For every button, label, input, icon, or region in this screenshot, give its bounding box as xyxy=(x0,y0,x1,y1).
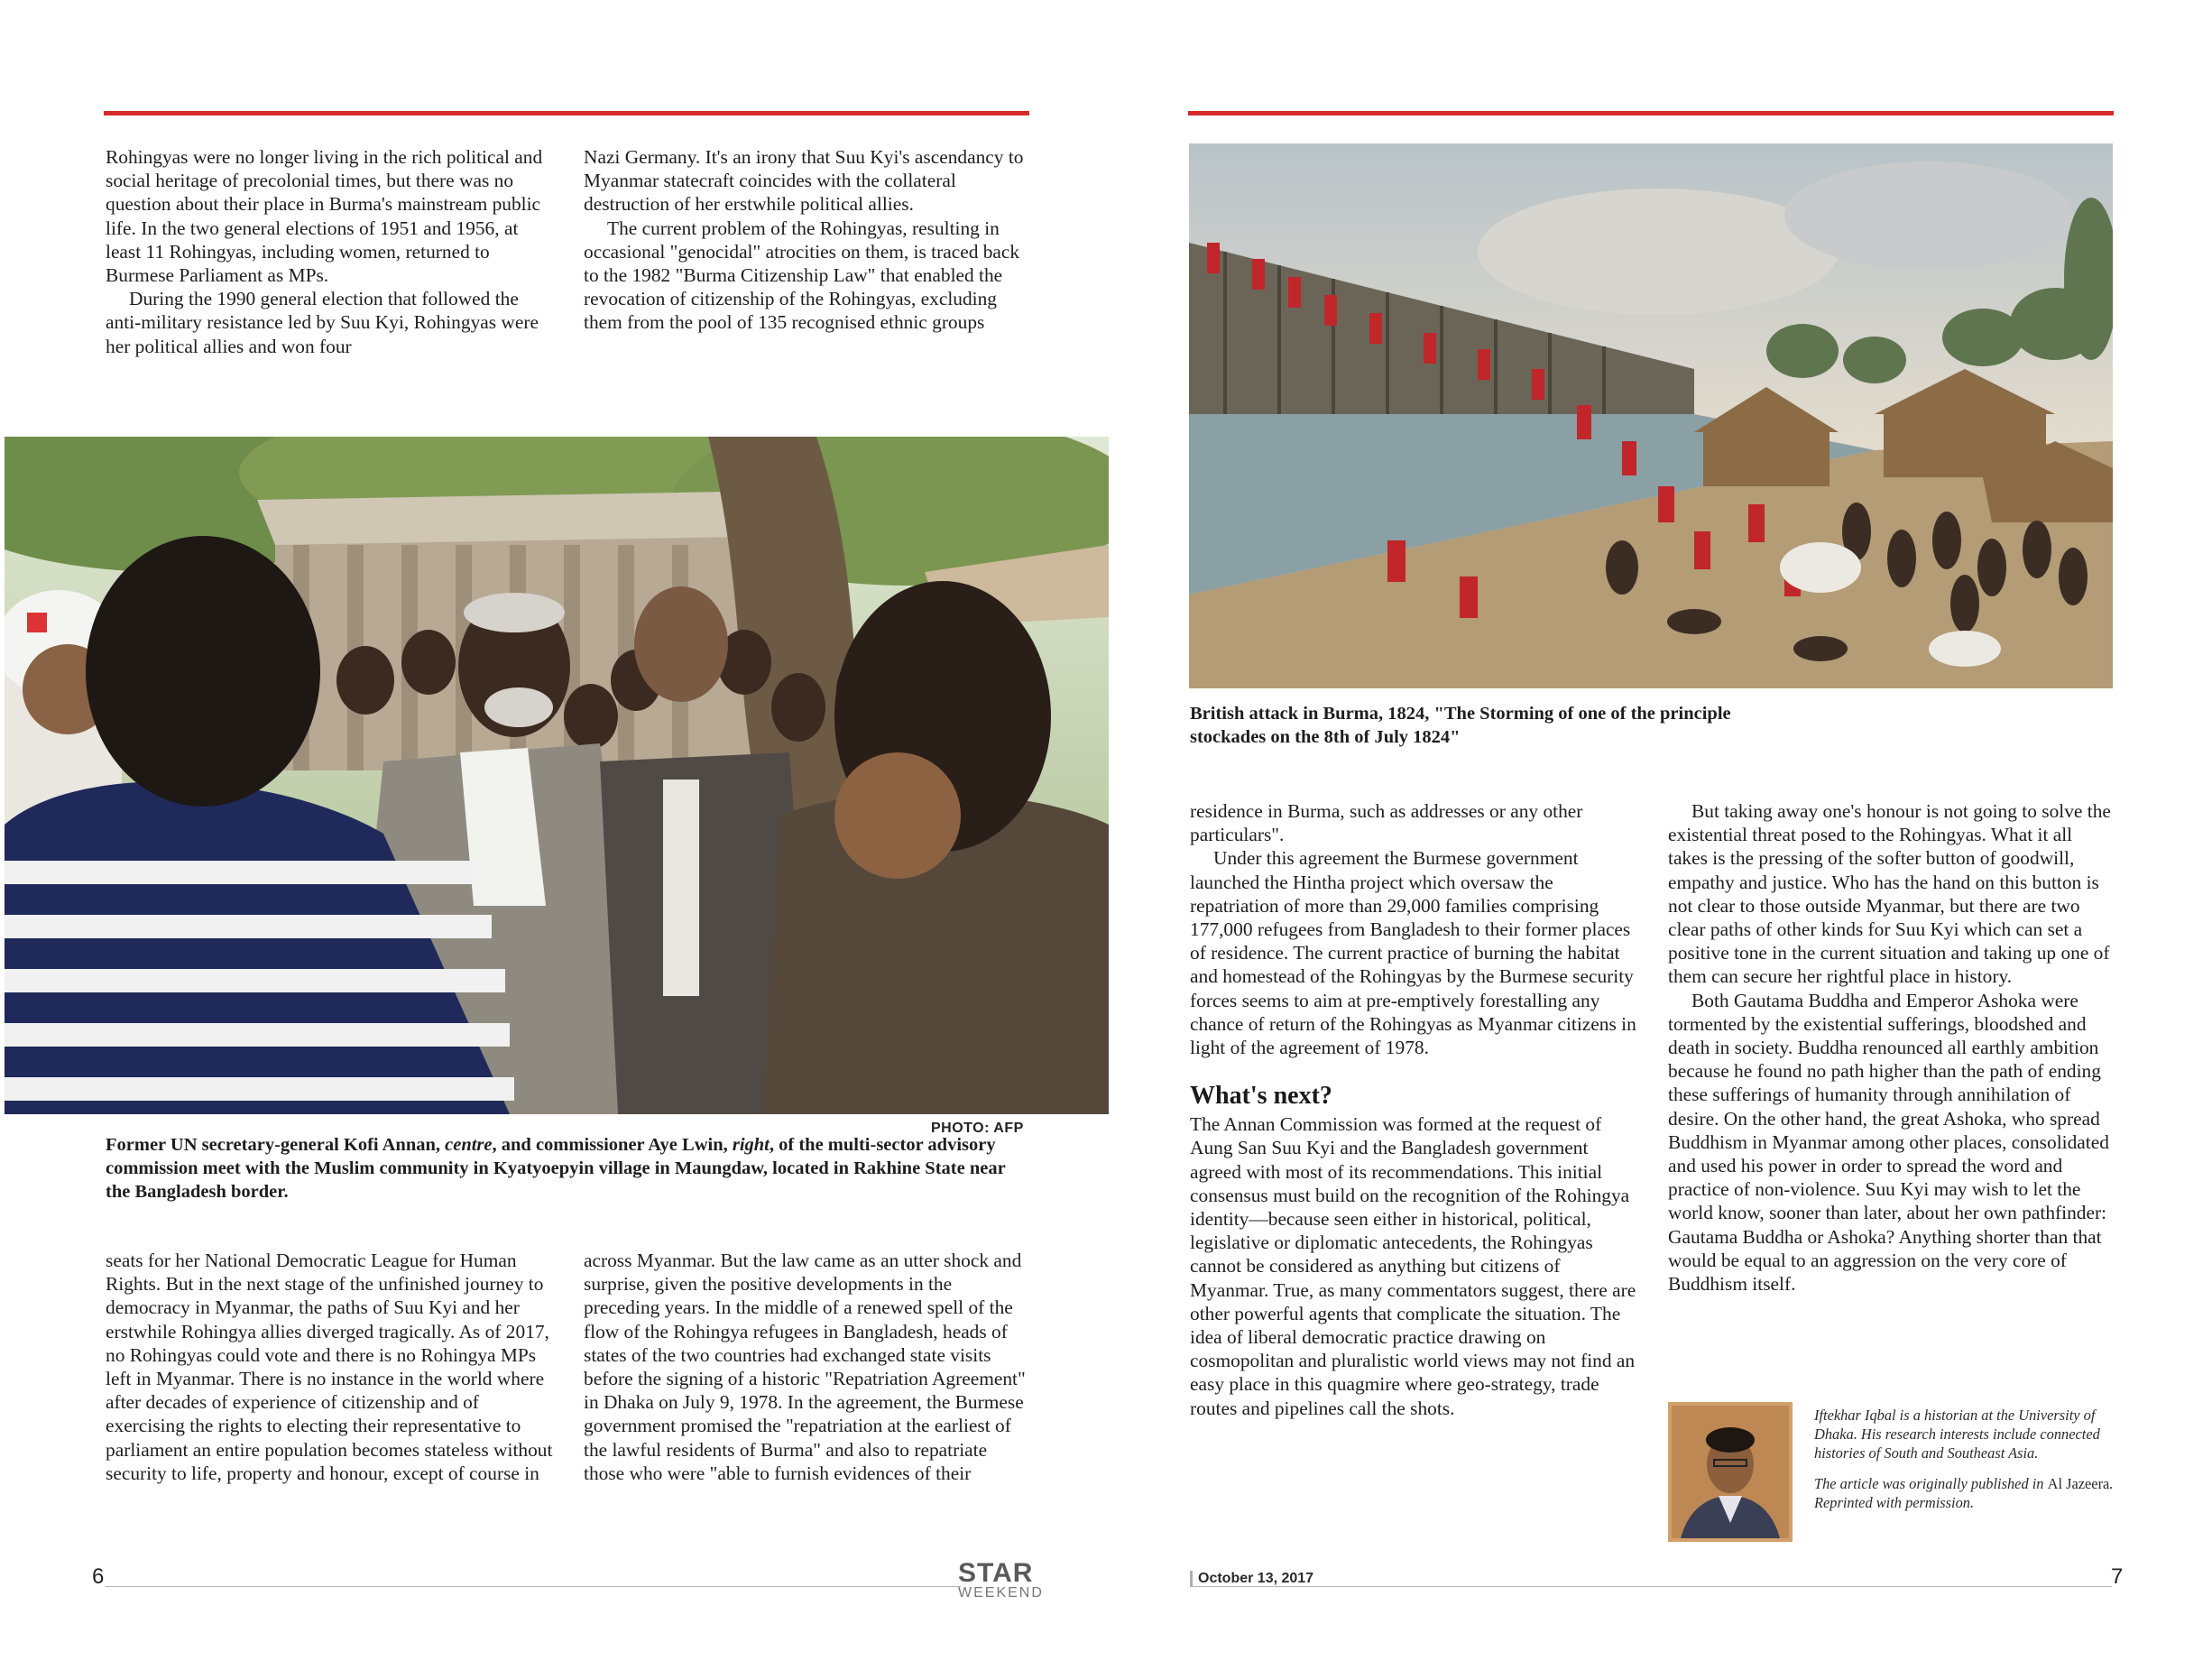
paragraph: During the 1990 general election that followed the anti-military resistance led by Suu Kyi, Rohingyas were her political allies and won four xyxy=(106,288,539,357)
photo-credit: PHOTO: AFP xyxy=(931,1121,1024,1136)
logo-star: STAR xyxy=(958,1558,1034,1588)
paragraph: residence in Burma, such as addresses or any other particulars". xyxy=(1190,800,1583,846)
page-number-right: 7 xyxy=(2111,1564,2124,1589)
paragraph: But taking away one's honour is not going to solve the existential threat posed to the Rohingyas. What it all takes is the pressing of the softer button of goodwill, empathy and justice. Who has the hand on this button is not clear to those outside Myanmar, but there are two clear paths of other kinds for Suu Kyi which can set a positive tone in the current situation and taking up one of them can secure her rightful place in history. xyxy=(1668,800,2111,988)
subheading-whats-next: What's next? xyxy=(1190,1082,1332,1111)
caption-em-right: right xyxy=(732,1135,770,1155)
right-top-rule xyxy=(1188,111,2114,115)
left-top-rule xyxy=(104,111,1029,115)
right-column-1-bottom-text xyxy=(1190,1112,1639,1420)
paragraph: Both Gautama Buddha and Emperor Ashoka were tormented by the existential sufferings, bloodshed and death in society. Buddha renounced all earthly ambition because he found no path higher than the path of ending these sufferings of humanity through annihilation of desire. On the other hand, the great Ashoka, who spread Buddhism in Myanmar among other places, consolidated and used his power in order to spread the word and practice of non-violence. Suu Kyi may wish to let the world know, sooner than later, about her own pathfinder: Gautama Buddha or Ashoka? Anything shorter than that would be equal to an aggression on the very core of Buddhism itself. xyxy=(1668,989,2109,1296)
painting-caption: British attack in Burma, 1824, "The Storming of one of the principle stockades on the 8th of July 1824" xyxy=(1190,704,1731,747)
right-column-1 xyxy=(1190,799,1639,1420)
right-column-1-top-text xyxy=(1190,799,1639,1059)
photo-caption xyxy=(106,1133,1008,1204)
left-top-column-2 xyxy=(584,145,1028,335)
reprint-source: Al Jazeera xyxy=(2047,1475,2110,1492)
issue-date: October 13, 2017 xyxy=(1190,1571,1313,1587)
left-bottom-column-2 xyxy=(584,1249,1028,1485)
paragraph: Under this agreement the Burmese government launched the Hintha project which oversaw the repatriation of more than 29,000 families comprising 177,000 refugees from Bangladesh to their former places of residence. The current practice of burning the habitat and homestead of the Rohingyas by the Burmese security forces seems to aim at pre-emptively forestalling any chance of return of the Rohingyas as Myanmar citizens in light of the agreement of 1978. xyxy=(1190,847,1636,1059)
left-top-column-1 xyxy=(106,145,546,358)
caption-text-3: , of the multi-sector advisory commission meet with the Muslim community in Kyatyoepyin village in Maungdaw, located in Rakhine State near the Bangladesh border. xyxy=(106,1135,1006,1202)
author-bio-text: Iftekhar Iqbal is a historian at the University of Dhaka. His research interests include connected histories of South and Southeast Asia. xyxy=(1814,1407,2100,1462)
paragraph: across Myanmar. But the law came as an utter shock and surprise, given the positive developments in the preceding years. In the middle of a renewed spell of the flow of the Rohingya refugees in Bangladesh, heads of states of the two countries had exchanged state visits before the signing of a historic "Repatriation Agreement" in Dhaka on July 9, 1978. In the agreement, the Burmese government promised the "repatriation at the earliest of the lawful residents of Burma" and also to repatriate those who were "able to furnish evidences of their xyxy=(584,1250,1026,1484)
paragraph: The Annan Commission was formed at the request of Aung San Suu Kyi and the Bangladesh government agreed with most of its recommendations. This initial consensus must build on the recognition of the Rohingya identity—because seen either in historical, political, legislative or diplomatic antecedents, the Rohingyas cannot be considered as anything but citizens of Myanmar. True, as many commentators suggest, there are other powerful agents that complicate the situation. The idea of liberal democratic practice drawing on cosmopolitan and pluralistic world views may not find an easy place in this quagmire where geo-strategy, trade routes and pipelines call the shots. xyxy=(1190,1113,1636,1419)
star-weekend-logo xyxy=(958,1558,1044,1601)
annan-meeting-photo xyxy=(5,437,1109,1114)
logo-weekend: WEEKEND xyxy=(958,1585,1044,1601)
left-footer-rule xyxy=(106,1586,961,1587)
caption-text-1: Former UN secretary-general Kofi Annan, xyxy=(106,1135,446,1155)
reprint-note-prefix: The article was originally published in xyxy=(1814,1475,2048,1492)
paragraph: Nazi Germany. It's an irony that Suu Kyi's ascendancy to Myanmar statecraft coincides with the collateral destruction of her erstwhile political allies. xyxy=(584,146,1024,216)
caption-text-2: , and commissioner Aye Lwin, xyxy=(492,1135,733,1155)
paragraph: The current problem of the Rohingyas, resulting in occasional "genocidal" atrocities on them, is traced back to the 1982 "Burma Citizenship Law" that enabled the revocation of citizenship of the Rohingyas, excluding them from the pool of 135 recognised ethnic groups xyxy=(584,217,1020,334)
page-number-left: 6 xyxy=(92,1564,105,1589)
paragraph: Rohingyas were no longer living in the rich political and social heritage of precolonial times, but there was no question about their place in Burma's mainstream public life. In the two general elections of 1951 and 1956, at least 11 Rohingyas, including women, returned to Burmese Parliament as MPs. xyxy=(106,146,543,287)
left-bottom-column-1 xyxy=(106,1249,557,1485)
reprint-note xyxy=(1814,1474,2116,1512)
right-column-2 xyxy=(1668,799,2115,1296)
reprint-note-suffix: . Reprinted with permission. xyxy=(1814,1475,2114,1511)
right-footer-rule xyxy=(1190,1586,2112,1587)
storming-stockade-painting xyxy=(1189,143,2113,688)
paragraph: seats for her National Democratic League for Human Rights. But in the next stage of the unfinished journey to democracy in Myanmar, the paths of Suu Kyi and her erstwhile Rohingya allies diverged tragically. As of 2017, no Rohingyas could vote and there is no Rohingya MPs left in Myanmar. There is no instance in the world where after decades of experience of citizenship and of exercising the rights to electing their representative to parliament an entire population becomes stateless without security to life, property and honour, except of course in xyxy=(106,1250,553,1484)
author-bio xyxy=(1814,1406,2116,1524)
author-photo xyxy=(1668,1402,1793,1542)
caption-em-centre: centre xyxy=(445,1135,493,1155)
